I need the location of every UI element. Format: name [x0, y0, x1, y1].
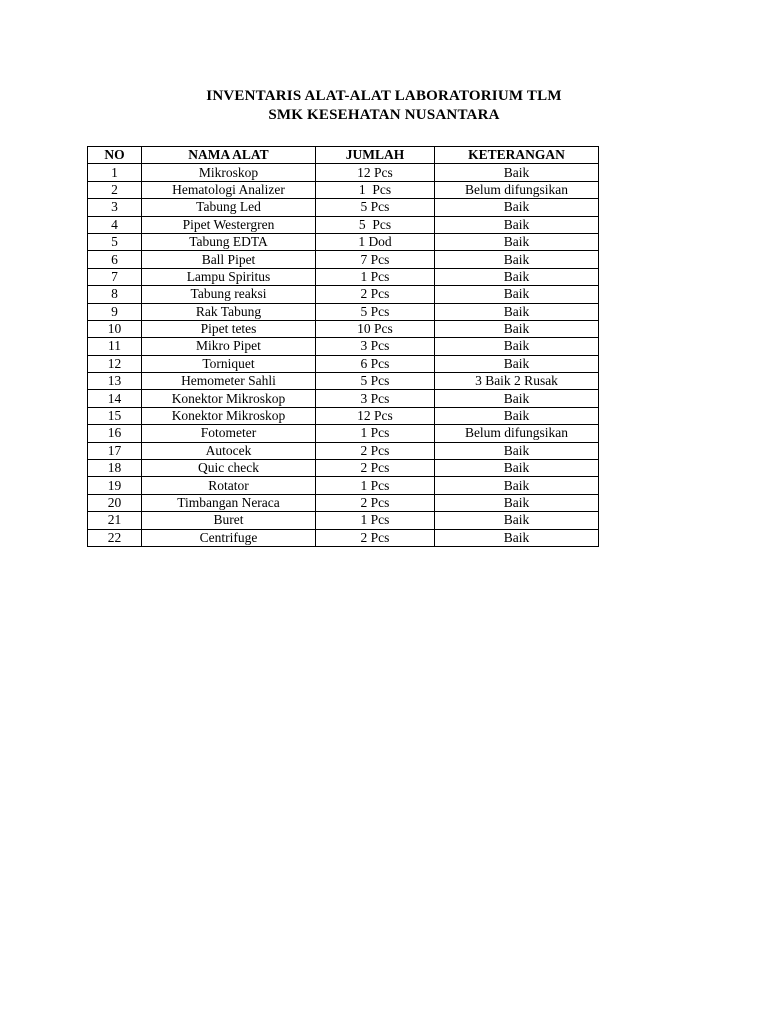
- cell-keterangan: Baik: [435, 233, 599, 250]
- cell-jumlah: 3 Pcs: [316, 338, 435, 355]
- table-row: [88, 529, 599, 546]
- cell-jumlah: 1 Pcs: [316, 268, 435, 285]
- cell-no: 14: [88, 390, 142, 407]
- cell-no: 13: [88, 373, 142, 390]
- cell-keterangan: Baik: [435, 390, 599, 407]
- cell-keterangan: Baik: [435, 407, 599, 424]
- cell-keterangan: Baik: [435, 529, 599, 546]
- table-row: [88, 512, 599, 529]
- cell-jumlah: 5 Pcs: [316, 303, 435, 320]
- cell-jumlah: 1 Pcs: [316, 512, 435, 529]
- cell-keterangan: Belum difungsikan: [435, 425, 599, 442]
- cell-keterangan: Baik: [435, 477, 599, 494]
- cell-jumlah: 3 Pcs: [316, 390, 435, 407]
- cell-keterangan: Baik: [435, 216, 599, 233]
- document-subtitle: SMK KESEHATAN NUSANTARA: [268, 107, 500, 123]
- cell-nama-alat: Ball Pipet: [142, 251, 316, 268]
- cell-jumlah: 6 Pcs: [316, 355, 435, 372]
- column-header-no: NO: [88, 147, 142, 164]
- cell-keterangan: Belum difungsikan: [435, 181, 599, 198]
- cell-jumlah: 1 Pcs: [316, 425, 435, 442]
- cell-jumlah: 1 Pcs: [316, 181, 435, 198]
- cell-keterangan: Baik: [435, 251, 599, 268]
- cell-nama-alat: Torniquet: [142, 355, 316, 372]
- table-row: [88, 286, 599, 303]
- table-header-row: [88, 147, 599, 164]
- cell-nama-alat: Lampu Spiritus: [142, 268, 316, 285]
- cell-no: 4: [88, 216, 142, 233]
- cell-keterangan: Baik: [435, 512, 599, 529]
- table-row: [88, 425, 599, 442]
- cell-nama-alat: Timbangan Neraca: [142, 494, 316, 511]
- table-row: [88, 199, 599, 216]
- table-row: [88, 251, 599, 268]
- cell-jumlah: 7 Pcs: [316, 251, 435, 268]
- cell-keterangan: Baik: [435, 164, 599, 181]
- cell-no: 16: [88, 425, 142, 442]
- cell-no: 17: [88, 442, 142, 459]
- cell-jumlah: 2 Pcs: [316, 286, 435, 303]
- cell-keterangan: Baik: [435, 320, 599, 337]
- column-header-nama-alat: NAMA ALAT: [142, 147, 316, 164]
- cell-nama-alat: Rotator: [142, 477, 316, 494]
- cell-keterangan: Baik: [435, 199, 599, 216]
- cell-no: 12: [88, 355, 142, 372]
- cell-jumlah: 2 Pcs: [316, 529, 435, 546]
- cell-keterangan: Baik: [435, 355, 599, 372]
- cell-nama-alat: Mikro Pipet: [142, 338, 316, 355]
- table-row: [88, 442, 599, 459]
- cell-keterangan: Baik: [435, 460, 599, 477]
- cell-keterangan: Baik: [435, 268, 599, 285]
- table-row: [88, 494, 599, 511]
- cell-no: 9: [88, 303, 142, 320]
- cell-no: 21: [88, 512, 142, 529]
- cell-no: 20: [88, 494, 142, 511]
- table-row: [88, 407, 599, 424]
- cell-nama-alat: Tabung Led: [142, 199, 316, 216]
- inventory-table: [87, 146, 599, 547]
- table-row: [88, 477, 599, 494]
- cell-jumlah: 5 Pcs: [316, 373, 435, 390]
- cell-no: 6: [88, 251, 142, 268]
- cell-jumlah: 2 Pcs: [316, 460, 435, 477]
- cell-no: 1: [88, 164, 142, 181]
- cell-nama-alat: Hemometer Sahli: [142, 373, 316, 390]
- cell-no: 10: [88, 320, 142, 337]
- table-row: [88, 320, 599, 337]
- table-row: [88, 303, 599, 320]
- table-row: [88, 233, 599, 250]
- cell-no: 19: [88, 477, 142, 494]
- table-body: [88, 164, 599, 547]
- cell-jumlah: 5 Pcs: [316, 199, 435, 216]
- cell-keterangan: 3 Baik 2 Rusak: [435, 373, 599, 390]
- cell-nama-alat: Fotometer: [142, 425, 316, 442]
- cell-keterangan: Baik: [435, 494, 599, 511]
- cell-jumlah: 10 Pcs: [316, 320, 435, 337]
- cell-nama-alat: Konektor Mikroskop: [142, 407, 316, 424]
- cell-no: 11: [88, 338, 142, 355]
- cell-nama-alat: Rak Tabung: [142, 303, 316, 320]
- cell-no: 18: [88, 460, 142, 477]
- table-row: [88, 181, 599, 198]
- cell-nama-alat: Autocek: [142, 442, 316, 459]
- cell-jumlah: 2 Pcs: [316, 442, 435, 459]
- column-header-keterangan: KETERANGAN: [435, 147, 599, 164]
- cell-keterangan: Baik: [435, 303, 599, 320]
- document-title: INVENTARIS ALAT-ALAT LABORATORIUM TLM: [206, 88, 562, 104]
- table-row: [88, 390, 599, 407]
- cell-nama-alat: Quic check: [142, 460, 316, 477]
- cell-jumlah: 2 Pcs: [316, 494, 435, 511]
- cell-nama-alat: Hematologi Analizer: [142, 181, 316, 198]
- table-row: [88, 338, 599, 355]
- table-row: [88, 216, 599, 233]
- cell-nama-alat: Pipet Westergren: [142, 216, 316, 233]
- cell-nama-alat: Tabung reaksi: [142, 286, 316, 303]
- column-header-jumlah: JUMLAH: [316, 147, 435, 164]
- cell-nama-alat: Centrifuge: [142, 529, 316, 546]
- table-row: [88, 268, 599, 285]
- cell-nama-alat: Konektor Mikroskop: [142, 390, 316, 407]
- cell-jumlah: 12 Pcs: [316, 164, 435, 181]
- cell-nama-alat: Mikroskop: [142, 164, 316, 181]
- cell-no: 7: [88, 268, 142, 285]
- table-row: [88, 373, 599, 390]
- cell-no: 2: [88, 181, 142, 198]
- cell-no: 3: [88, 199, 142, 216]
- cell-no: 5: [88, 233, 142, 250]
- table-row: [88, 164, 599, 181]
- cell-jumlah: 12 Pcs: [316, 407, 435, 424]
- cell-jumlah: 1 Pcs: [316, 477, 435, 494]
- cell-no: 8: [88, 286, 142, 303]
- cell-nama-alat: Tabung EDTA: [142, 233, 316, 250]
- cell-no: 15: [88, 407, 142, 424]
- cell-keterangan: Baik: [435, 442, 599, 459]
- cell-nama-alat: Buret: [142, 512, 316, 529]
- cell-keterangan: Baik: [435, 338, 599, 355]
- table-row: [88, 460, 599, 477]
- table-row: [88, 355, 599, 372]
- cell-no: 22: [88, 529, 142, 546]
- cell-jumlah: 5 Pcs: [316, 216, 435, 233]
- cell-nama-alat: Pipet tetes: [142, 320, 316, 337]
- cell-jumlah: 1 Dod: [316, 233, 435, 250]
- cell-keterangan: Baik: [435, 286, 599, 303]
